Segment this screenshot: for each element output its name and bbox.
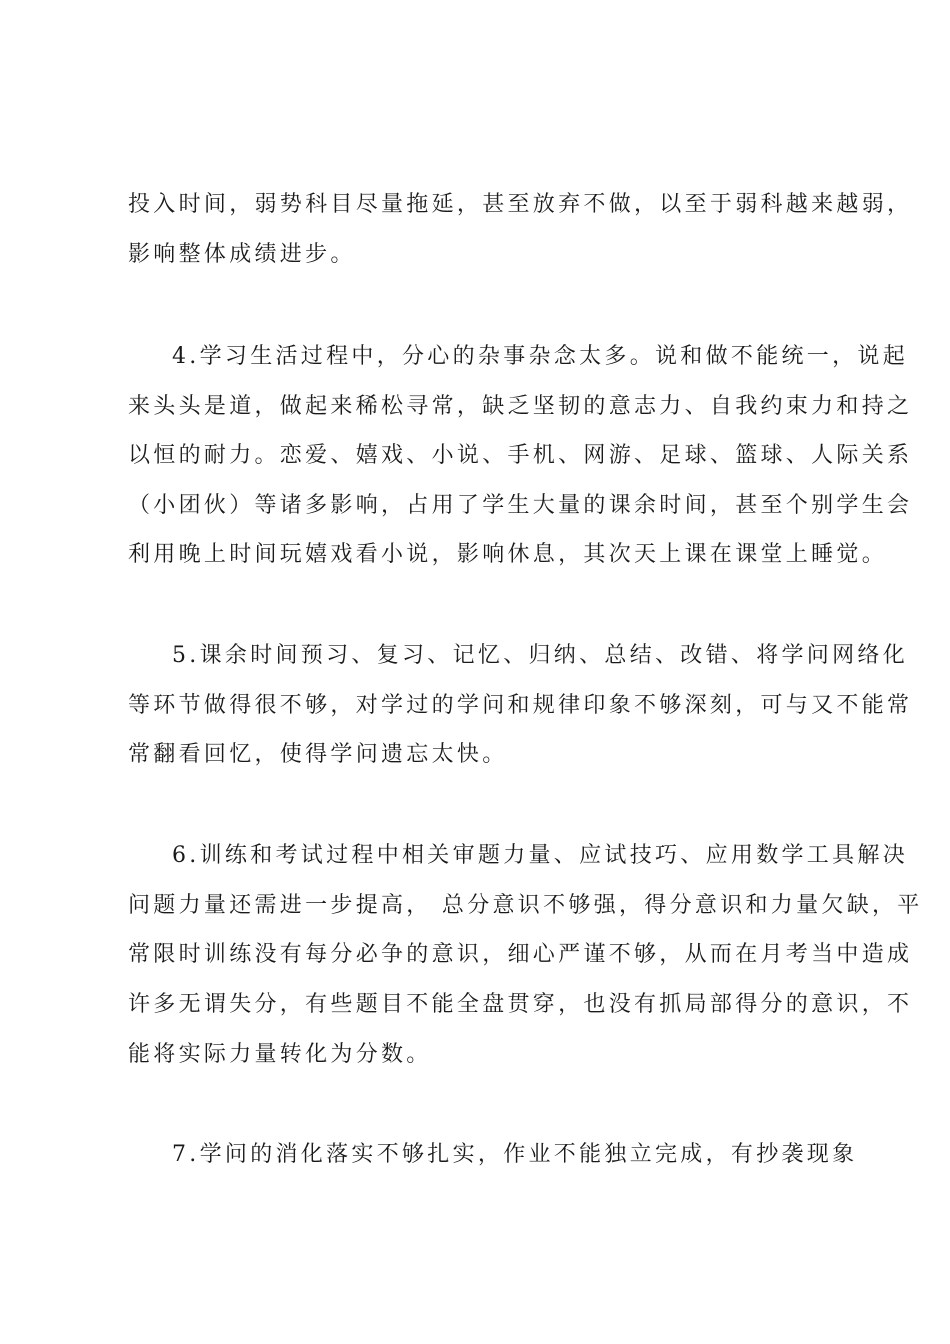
paragraph-line: 以恒的耐力。恋爱、嬉戏、小说、手机、网游、足球、篮球、人际关系: [128, 443, 913, 468]
paragraph-line: 能将实际力量转化为分数。: [128, 1042, 432, 1067]
paragraph-line: 常限时训练没有每分必争的意识，细心严谨不够，从而在月考当中造成: [128, 942, 913, 967]
paragraph-line: （小团伙）等诸多影响，占用了学生大量的课余时间，甚至个别学生会: [128, 493, 913, 518]
paragraph-line: 5.课余时间预习、复习、记忆、归纳、总结、改错、将学问网络化: [172, 643, 908, 668]
paragraph-line: 6.训练和考试过程中相关审题力量、应试技巧、应用数学工具解决: [172, 843, 908, 868]
paragraph-line: 问题力量还需进一步提高， 总分意识不够强，得分意识和力量欠缺，平: [128, 893, 923, 918]
paragraph-line: 许多无谓失分，有些题目不能全盘贯穿，也没有抓局部得分的意识，不: [128, 992, 913, 1017]
paragraph-line: 影响整体成绩进步。: [128, 242, 356, 267]
paragraph-line: 7.学问的消化落实不够扎实，作业不能独立完成，有抄袭现象: [172, 1142, 858, 1167]
paragraph-line: 投入时间，弱势科目尽量拖延，甚至放弃不做，以至于弱科越来越弱，: [128, 192, 913, 217]
paragraph-line: 来头头是道，做起来稀松寻常，缺乏坚韧的意志力、自我约束力和持之: [128, 394, 913, 419]
paragraph-line: 常翻看回忆，使得学问遗忘太快。: [128, 742, 508, 767]
paragraph-line: 利用晚上时间玩嬉戏看小说，影响休息，其次天上课在课堂上睡觉。: [128, 542, 888, 567]
paragraph-line: 4.学习生活过程中，分心的杂事杂念太多。说和做不能统一，说起: [172, 344, 908, 369]
paragraph-line: 等环节做得很不够，对学过的学问和规律印象不够深刻，可与又不能常: [128, 693, 913, 718]
